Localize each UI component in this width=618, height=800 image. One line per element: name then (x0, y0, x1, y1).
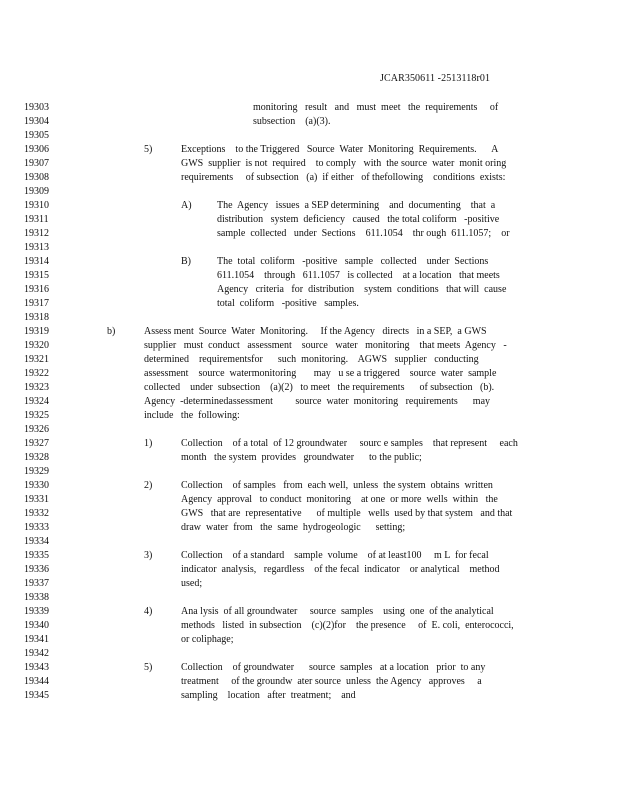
line-text: Agency -determinedassessment source water monitoring requirements may (144, 396, 491, 407)
line-number: 19307 (24, 158, 49, 169)
line-number: 19329 (24, 466, 49, 477)
text-line (0, 129, 618, 143)
line-number: 19334 (24, 536, 49, 547)
line-number: 19304 (24, 116, 49, 127)
line-number: 19320 (24, 340, 49, 351)
text-line (0, 563, 618, 577)
text-line (0, 451, 618, 465)
text-line (0, 269, 618, 283)
line-text: Agency criteria for distribution system conditions that will cause (217, 284, 507, 295)
line-text: Agency approval to conduct monitoring at one or more wells within the (181, 494, 498, 505)
line-number: 19331 (24, 494, 49, 505)
text-line (0, 619, 618, 633)
line-number: 19338 (24, 592, 49, 603)
text-line (0, 395, 618, 409)
line-number: 19313 (24, 242, 49, 253)
line-text: distribution system deficiency caused the total coliform -positive (217, 214, 500, 225)
line-text: Exceptions to the Triggered Source Water Monitoring Requirements. A (181, 144, 499, 155)
text-line (0, 521, 618, 535)
text-line (0, 605, 618, 619)
line-number: 19339 (24, 606, 49, 617)
text-line (0, 647, 618, 661)
line-text: month the system provides groundwater to the public; (181, 452, 422, 463)
item-label: 3) (144, 550, 153, 561)
line-number: 19336 (24, 564, 49, 575)
line-number: 19323 (24, 382, 49, 393)
line-text: used; (181, 578, 203, 589)
line-number: 19317 (24, 298, 49, 309)
line-number: 19343 (24, 662, 49, 673)
line-number: 19305 (24, 130, 49, 141)
line-text: determined requirementsfor such monitoring. AGWS supplier conducting (144, 354, 479, 365)
item-label: A) (181, 200, 192, 211)
text-line (0, 255, 618, 269)
line-text: methods listed in subsection (c)(2)for the presence of E. coli, enterococci, (181, 620, 514, 631)
line-text: subsection (a)(3). (253, 116, 331, 127)
line-number: 19337 (24, 578, 49, 589)
line-number: 19318 (24, 312, 49, 323)
line-text: sample collected under Sections 611.1054 thr ough 611.1057; or (217, 228, 510, 239)
line-number: 19344 (24, 676, 49, 687)
text-line (0, 535, 618, 549)
text-line (0, 689, 618, 703)
line-number: 19319 (24, 326, 49, 337)
line-number: 19308 (24, 172, 49, 183)
text-line (0, 409, 618, 423)
line-text: Collection of a standard sample volume of at least100 m L for fecal (181, 550, 489, 561)
text-line (0, 465, 618, 479)
text-line (0, 479, 618, 493)
line-number: 19325 (24, 410, 49, 421)
text-line (0, 297, 618, 311)
line-number: 19303 (24, 102, 49, 113)
item-label: 5) (144, 144, 153, 155)
line-text: Ana lysis of all groundwater source samples using one of the analytical (181, 606, 494, 617)
line-text: Collection of a total of 12 groundwater sourc e samples that represent each (181, 438, 518, 449)
text-line (0, 675, 618, 689)
line-number: 19324 (24, 396, 49, 407)
line-text: monitoring result and must meet the requirements of (253, 102, 499, 113)
line-number: 19333 (24, 522, 49, 533)
text-line (0, 577, 618, 591)
line-number: 19316 (24, 284, 49, 295)
line-text: include the following: (144, 410, 240, 421)
text-line (0, 381, 618, 395)
text-line (0, 199, 618, 213)
text-line (0, 423, 618, 437)
line-number: 19342 (24, 648, 49, 659)
line-number: 19332 (24, 508, 49, 519)
line-number: 19322 (24, 368, 49, 379)
text-line (0, 549, 618, 563)
text-line (0, 353, 618, 367)
line-text: assessment source watermonitoring may u se a triggered source water sample (144, 368, 497, 379)
line-number: 19326 (24, 424, 49, 435)
line-text: supplier must conduct assessment source water monitoring that meets Agency - (144, 340, 507, 351)
line-number: 19327 (24, 438, 49, 449)
line-number: 19315 (24, 270, 49, 281)
line-text: GWS that are representative of multiple wells used by that system and that (181, 508, 513, 519)
line-number: 19312 (24, 228, 49, 239)
text-line (0, 437, 618, 451)
item-label: 1) (144, 438, 153, 449)
line-text: collected under subsection (a)(2) to meet the requirements of subsection (b). (144, 382, 495, 393)
text-line (0, 101, 618, 115)
line-text: indicator analysis, regardless of the fecal indicator or analytical method (181, 564, 500, 575)
item-label: 5) (144, 662, 153, 673)
line-number: 19310 (24, 200, 49, 211)
text-line (0, 213, 618, 227)
line-text: Collection of groundwater source samples at a location prior to any (181, 662, 486, 673)
line-text: treatment of the groundw ater source unless the Agency approves a (181, 676, 482, 687)
line-number: 19341 (24, 634, 49, 645)
line-text: GWS supplier is not required to comply with the source water monit oring (181, 158, 507, 169)
text-line (0, 185, 618, 199)
line-text: requirements of subsection (a) if either of thefollowing conditions exists: (181, 172, 506, 183)
text-line (0, 227, 618, 241)
line-text: 611.1054 through 611.1057 is collected at a location that meets (217, 270, 500, 281)
line-number: 19306 (24, 144, 49, 155)
item-label: 2) (144, 480, 153, 491)
line-number: 19340 (24, 620, 49, 631)
line-number: 19345 (24, 690, 49, 701)
text-line (0, 633, 618, 647)
line-text: sampling location after treatment; and (181, 690, 356, 701)
line-text: total coliform -positive samples. (217, 298, 359, 309)
line-text: draw water from the same hydrogeologic setting; (181, 522, 406, 533)
text-line (0, 171, 618, 185)
text-line (0, 157, 618, 171)
text-line (0, 311, 618, 325)
text-line (0, 241, 618, 255)
line-number: 19309 (24, 186, 49, 197)
text-line (0, 493, 618, 507)
line-number: 19330 (24, 480, 49, 491)
line-number: 19335 (24, 550, 49, 561)
document-id-header: JCAR350611 -2513118r01 (380, 73, 491, 84)
line-text: Collection of samples from each well, unless the system obtains written (181, 480, 493, 491)
text-line (0, 325, 618, 339)
line-text: The Agency issues a SEP determining and documenting that a (217, 200, 496, 211)
line-text: or coliphage; (181, 634, 234, 645)
line-number: 19314 (24, 256, 49, 267)
line-number: 19328 (24, 452, 49, 463)
item-label: b) (107, 326, 116, 337)
item-label: B) (181, 256, 191, 267)
text-line (0, 143, 618, 157)
text-line (0, 283, 618, 297)
line-number: 19311 (24, 214, 49, 225)
text-line (0, 507, 618, 521)
text-line (0, 661, 618, 675)
line-text: Assess ment Source Water Monitoring. If the Agency directs in a SEP, a GWS (144, 326, 487, 337)
line-number: 19321 (24, 354, 49, 365)
text-line (0, 367, 618, 381)
text-line (0, 339, 618, 353)
text-line (0, 115, 618, 129)
text-line (0, 591, 618, 605)
item-label: 4) (144, 606, 153, 617)
line-text: The total coliform -positive sample collected under Sections (217, 256, 489, 267)
